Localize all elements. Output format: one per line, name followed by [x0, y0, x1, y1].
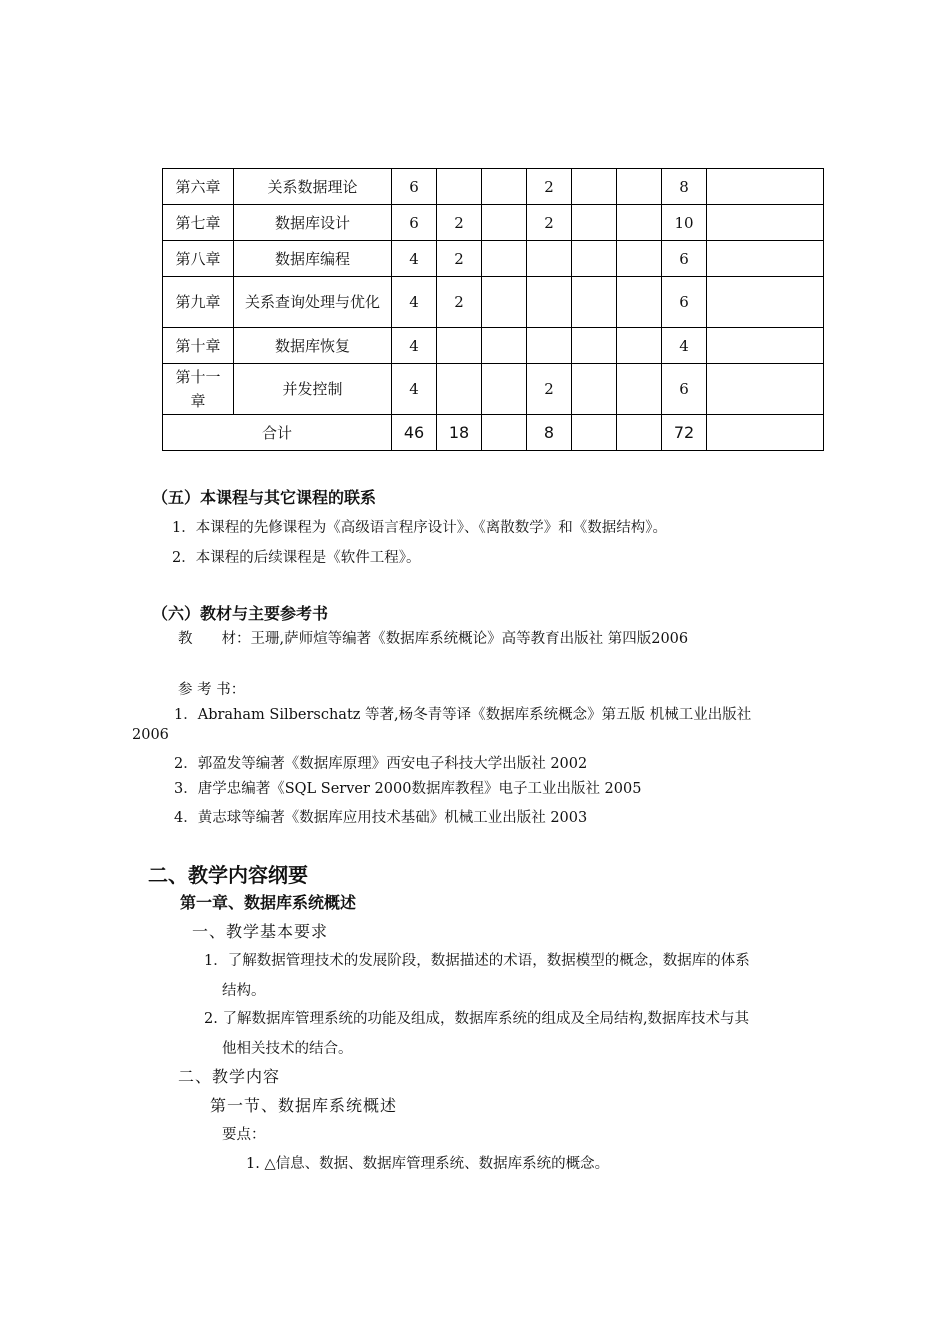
total-cell: 18 [437, 415, 482, 451]
total-cell [482, 415, 527, 451]
hours-cell: 4 [662, 328, 707, 364]
topic-cell: 关系数据理论 [234, 169, 392, 205]
hours-cell: 4 [392, 241, 437, 277]
reference-2: 2．郭盈发等编著《数据库原理》西安电子科技大学出版社 2002 [174, 756, 588, 772]
hours-cell [617, 169, 662, 205]
hours-cell [482, 205, 527, 241]
hours-cell [572, 328, 617, 364]
hours-cell [437, 169, 482, 205]
textbook-line [178, 627, 688, 648]
topic-cell: 并发控制 [234, 364, 392, 415]
chapter-cell: 第六章 [163, 169, 234, 205]
hours-cell [617, 241, 662, 277]
hours-cell [482, 364, 527, 415]
requirement-1-line-2: 结构。 [222, 983, 266, 999]
hours-cell [707, 169, 824, 205]
hours-cell: 6 [392, 205, 437, 241]
content-title: 二、教学内容 [178, 1067, 281, 1086]
hours-cell [617, 277, 662, 328]
hours-cell [707, 241, 824, 277]
hours-cell [482, 277, 527, 328]
hours-cell [527, 328, 572, 364]
topic-cell: 数据库编程 [234, 241, 392, 277]
hours-cell: 8 [662, 169, 707, 205]
hours-cell [707, 364, 824, 415]
hours-cell [527, 241, 572, 277]
hours-cell [617, 205, 662, 241]
topic-cell: 关系查询处理与优化 [234, 277, 392, 328]
hours-cell: 4 [392, 328, 437, 364]
hours-cell [437, 328, 482, 364]
requirement-1-line-1: 1．了解数据管理技术的发展阶段，数据描述的术语，数据模型的概念，数据库的体系 [204, 953, 750, 969]
hours-cell [707, 205, 824, 241]
chapter-cell: 第七章 [163, 205, 234, 241]
hours-cell: 6 [662, 277, 707, 328]
reference-1: 1．Abraham Silberschatz 等著,杨冬青等译《数据库系统概念》第五版 机械工业出版社 [174, 707, 752, 723]
total-cell: 46 [392, 415, 437, 451]
hours-cell: 4 [392, 364, 437, 415]
requirement-2-line-1: 2. 了解数据库管理系统的功能及组成，数据库系统的组成及全局结构,数据库技术与其 [204, 1011, 750, 1027]
hours-cell [572, 205, 617, 241]
chapter-1-title: 第一章、数据库系统概述 [180, 893, 357, 912]
reference-4: 4．黄志球等编著《数据库应用技术基础》机械工业出版社 2003 [174, 810, 588, 826]
table-total-row [163, 415, 824, 451]
chapter-cell: 第十章 [163, 328, 234, 364]
hours-cell: 4 [392, 277, 437, 328]
hours-cell [617, 328, 662, 364]
topic-cell: 数据库恢复 [234, 328, 392, 364]
hours-cell [707, 328, 824, 364]
hours-cell: 2 [527, 205, 572, 241]
part-2-title: 二、教学内容纲要 [148, 863, 308, 887]
hours-cell: 6 [392, 169, 437, 205]
textbook-entry: 王珊,萨师煊等编著《数据库系统概论》高等教育出版社 第四版2006 [250, 631, 689, 647]
hours-cell: 2 [527, 169, 572, 205]
section-5-item-2: 2．本课程的后续课程是《软件工程》。 [172, 550, 421, 566]
hours-cell: 2 [437, 277, 482, 328]
hours-cell: 10 [662, 205, 707, 241]
hours-cell [482, 328, 527, 364]
section-1-title: 第一节、数据库系统概述 [210, 1096, 398, 1115]
requirement-2-line-2: 他相关技术的结合。 [222, 1041, 353, 1057]
topic-cell: 数据库设计 [234, 205, 392, 241]
table-row [163, 328, 824, 364]
total-cell [572, 415, 617, 451]
hours-cell [482, 169, 527, 205]
table-row [163, 241, 824, 277]
reference-3: 3．唐学忠编著《SQL Server 2000数据库教程》电子工业出版社 2005 [174, 781, 642, 797]
section-5-title: （五）本课程与其它课程的联系 [152, 488, 377, 507]
textbook-label: 教 材： [178, 631, 251, 647]
total-cell: 72 [662, 415, 707, 451]
requirements-title: 一、教学基本要求 [192, 922, 329, 941]
hours-cell [482, 241, 527, 277]
chapter-cell: 第十一章 [163, 364, 234, 415]
hours-cell [572, 277, 617, 328]
hours-cell: 6 [662, 241, 707, 277]
total-cell: 8 [527, 415, 572, 451]
keypoint-1: 1. △信息、数据、数据库管理系统、数据库系统的概念。 [246, 1156, 610, 1172]
table-row [163, 364, 824, 415]
hours-cell [707, 277, 824, 328]
hours-cell [572, 169, 617, 205]
total-cell [707, 415, 824, 451]
hours-cell [572, 241, 617, 277]
hours-cell: 2 [437, 205, 482, 241]
hours-cell [572, 364, 617, 415]
hours-cell [527, 277, 572, 328]
table-row [163, 277, 824, 328]
course-hours-table [162, 168, 824, 451]
keypoints-label: 要点： [222, 1127, 266, 1143]
chapter-cell: 第八章 [163, 241, 234, 277]
hours-cell [437, 364, 482, 415]
total-cell [617, 415, 662, 451]
references-label: 参 考 书： [178, 682, 246, 698]
chapter-cell: 第九章 [163, 277, 234, 328]
section-5-item-1: 1．本课程的先修课程为《高级语言程序设计》、《离散数学》和《数据结构》。 [172, 520, 667, 536]
hours-cell [617, 364, 662, 415]
reference-1-year: 2006 [132, 727, 169, 743]
table-row [163, 205, 824, 241]
total-label: 合计 [163, 415, 392, 451]
hours-cell: 6 [662, 364, 707, 415]
table-row [163, 169, 824, 205]
hours-cell: 2 [527, 364, 572, 415]
section-6-title: （六）教材与主要参考书 [152, 604, 329, 623]
hours-cell: 2 [437, 241, 482, 277]
